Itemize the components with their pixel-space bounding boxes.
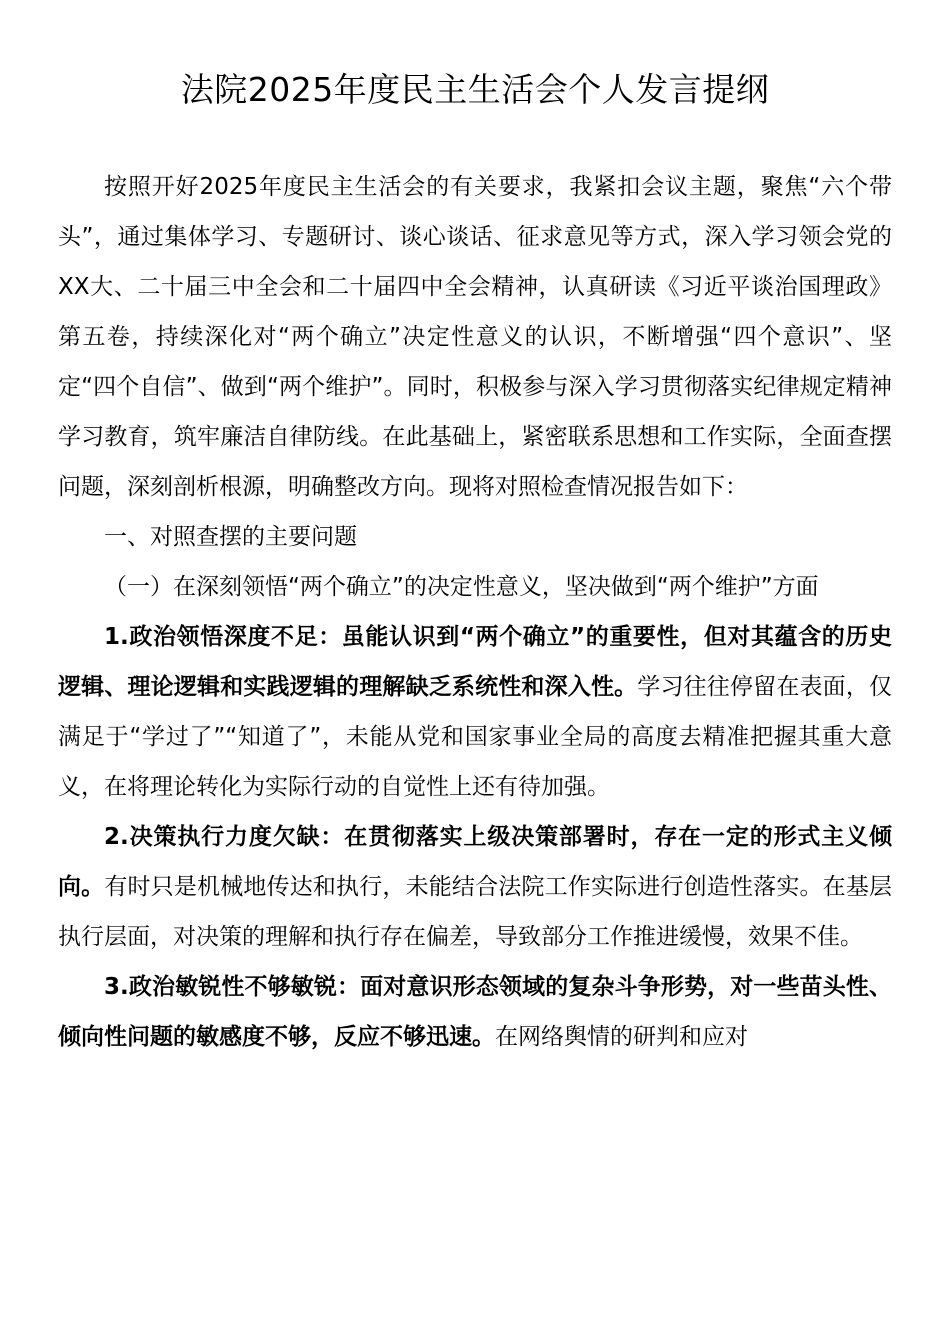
intro-paragraph — [58, 162, 892, 512]
problem-item-1 — [58, 612, 892, 812]
document-body — [58, 162, 892, 1062]
problem-item-2-summary: 2.决策执行力度欠缺：在贯彻落实上级决策部署时，存在一定的形式主义倾向。 — [58, 824, 892, 900]
problem-item-1-summary: 1.政治领悟深度不足：虽能认识到“两个确立”的重要性，但对其蕴含的历史逻辑、理论逻辑和实践逻辑的理解缺乏系统性和深入性。 — [58, 624, 892, 700]
problem-item-3-summary: 3.政治敏锐性不够敏锐：面对意识形态领域的复杂斗争形势，对一些苗头性、倾向性问题的敏感度不够，反应不够迅速。 — [58, 974, 892, 1050]
problem-item-3 — [58, 962, 892, 1062]
intro-text: 按照开好2025年度民主生活会的有关要求，我紧扣会议主题，聚焦“六个带头”，通过集体学习、专题研讨、谈心谈话、征求意见等方式，深入学习领会党的XX大、二十届三中全会和二十届四中全会精神，认真研读《习近平谈治国理政》第五卷，持续深化对“两个确立”决定性意义的认识，不断增强“四个意识”、坚定“四个自信”、做到“两个维护”。同时，积极参与深入学习贯彻落实纪律规定精神学习教育，筑牢廉洁自律防线。在此基础上，紧密联系思想和工作实际，全面查摆问题，深刻剖析根源，明确整改方向。现将对照检查情况报告如下： — [58, 174, 892, 500]
section-heading — [58, 512, 892, 562]
subsection-heading — [58, 562, 892, 612]
subsection-heading-text: （一）在深刻领悟“两个确立”的决定性意义，坚决做到“两个维护”方面 — [104, 574, 819, 600]
problem-item-3-detail: 在网络舆情的研判和应对 — [495, 1024, 748, 1050]
section-heading-text: 一、对照查摆的主要问题 — [104, 524, 357, 550]
problem-item-2 — [58, 812, 892, 962]
problem-item-1-detail: 学习往往停留在表面，仅满足于“学过了”“知道了”，未能从党和国家事业全局的高度去精准把握其重大意义，在将理论转化为实际行动的自觉性上还有待加强。 — [58, 674, 893, 800]
document-title: 法院2025年度民主生活会个人发言提纲 — [180, 70, 770, 109]
problem-item-2-detail: 有时只是机械地传达和执行，未能结合法院工作实际进行创造性落实。在基层执行层面，对决策的理解和执行存在偏差，导致部分工作推进缓慢，效果不佳。 — [58, 874, 893, 950]
